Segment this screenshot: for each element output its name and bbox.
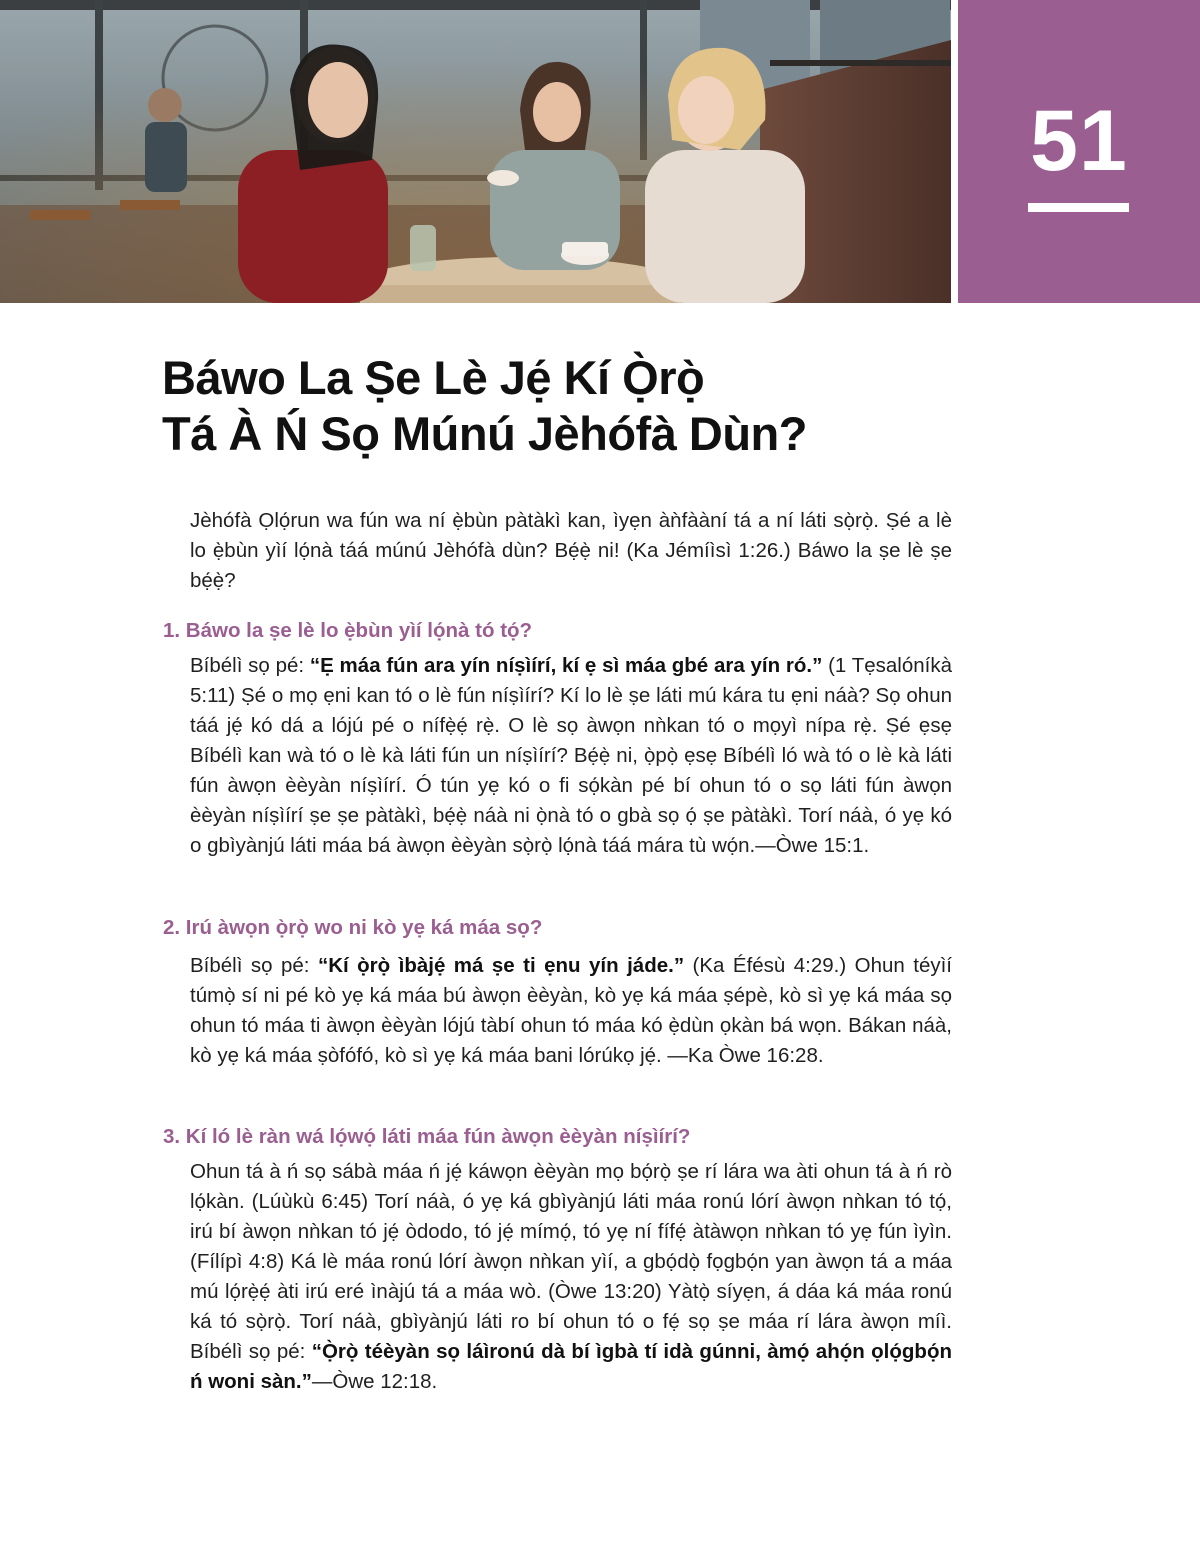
title-line-2: Tá À Ń Sọ Múnú Jèhófà Dùn? <box>162 407 807 460</box>
question-heading-3: 3. Kí ló lè ràn wá lọ́wọ́ láti máa fún àwọn èèyàn níṣìírí? <box>163 1125 691 1148</box>
section-1-bible-quote: “Ẹ máa fún ara yín níṣìírí, kí ẹ sì máa gbé ara yín ró.” <box>309 654 823 677</box>
header-photo <box>0 0 951 303</box>
section-2-paragraph <box>190 951 952 1071</box>
section-1-text: (1 Tẹsalóníkà 5:11) Ṣé o mọ ẹni kan tó o lè fún níṣìírí? Kí lo lè ṣe láti mú kára tu ẹni náà? Sọ ohun táá jẹ́ kó dá a lójú pé o nífẹ̀ẹ́ rẹ̀. O lè sọ àwọn nǹkan tó o mọyì nípa rẹ̀. Ṣé ẹsẹ Bíbélì kan wà tó o lè kà láti fún un níṣìírí? Bẹ́ẹ̀ ni, ọ̀pọ̀ ẹsẹ Bíbélì ló wà tó o lè kà láti fún àwọn èèyàn níṣìírí. Ó tún yẹ kó o fi sọ́kàn pé bí ohun tó o sọ láti fún àwọn èèyàn níṣìírí ṣe ṣe pàtàkì, bẹ́ẹ̀ náà ni ọ̀nà tó o gbà sọ ọ́ ṣe pàtàkì. Torí náà, ó yẹ kó o gbìyànjú láti máa bá àwọn èèyàn sọ̀rọ̀ lọ́nà táá mára tù wọ́n.—Òwe 15:1. <box>190 654 952 857</box>
section-2-lead: Bíbélì sọ pé: <box>190 954 318 977</box>
intro-paragraph: Jèhófà Ọlọ́run wa fún wa ní ẹ̀bùn pàtàkì kan, ìyẹn àǹfààní tá a ní láti sọ̀rọ̀. Ṣé a lè lo ẹ̀bùn yìí lọ́nà táá múnú Jèhófà dùn? Bẹ́ẹ̀ ni! (Ka Jémíìsì 1:26.) Báwo la ṣe lè ṣe bẹ́ẹ̀? <box>190 509 952 592</box>
lesson-number-underline <box>1028 203 1129 212</box>
section-3-bible-quote: “Ọ̀rọ̀ téèyàn sọ láìronú dà bí ìgbà tí idà gúnni, àmọ́ ahọ́n ọlọ́gbọ́n ń woni sàn.” <box>190 1340 952 1393</box>
section-1-paragraph <box>190 651 952 861</box>
section-3-paragraph <box>190 1157 952 1397</box>
section-3-tail: —Òwe 12:18. <box>311 1370 438 1393</box>
section-2-bible-quote: “Kí ọ̀rọ̀ ìbàjẹ́ má ṣe ti ẹnu yín jáde.” <box>317 954 685 977</box>
section-1-lead: Bíbélì sọ pé: <box>190 654 310 677</box>
question-heading-2: 2. Irú àwọn ọ̀rọ̀ wo ni kò yẹ ká máa sọ? <box>163 916 543 939</box>
lesson-number: 51 <box>1030 93 1128 189</box>
section-3-text: Ohun tá à ń sọ sábà máa ń jẹ́ káwọn èèyàn mọ bọ́rọ̀ ṣe rí lára wa àti ohun tá à ń rò lọ́kàn. (Lúùkù 6:45) Torí náà, ó yẹ ká gbìyànjú láti máa ronú lórí àwọn nǹkan tó tọ́, irú bí àwọn nǹkan tó jẹ́ òdodo, tó jẹ́ mímọ́, tó yẹ ní fífẹ́ àtàwọn nǹkan tó yẹ fún ìyìn. (Fílípì 4:8) Ká lè máa ronú lórí àwọn nǹkan yìí, a gbọ́dọ̀ fọgbọ́n yan àwọn tá a máa mú lọ́rẹ̀ẹ́ àti irú eré ìnàjú tá a máa wò. (Òwe 13:20) Yàtọ̀ síyẹn, á dáa ká máa ronú ká tó sọ̀rọ̀. Torí náà, gbìyànjú láti ro bí ohun tó o fẹ́ sọ ṣe máa rí lára àwọn míì. Bíbélì sọ pé: <box>190 1160 952 1363</box>
section-2-text: (Ka Éfésù 4:29.) Ohun téyìí túmọ̀ sí ni pé kò yẹ ká máa bú àwọn èèyàn, kò yẹ ká máa ṣépè, kò sì yẹ ká máa sọ ohun tó máa ti àwọn èèyàn lójú tàbí ohun tó máa kó ẹ̀dùn ọkàn bá wọn. Bákan náà, kò yẹ ká máa ṣòfófó, kò sì yẹ ká máa bani lórúkọ jẹ́. —Ka Òwe 16:28. <box>190 954 952 1067</box>
three-women-cafe-photo <box>0 0 951 303</box>
question-heading-1: 1. Báwo la ṣe lè lo ẹ̀bùn yìí lọ́nà tó tọ́? <box>163 619 533 642</box>
page-title <box>162 350 922 462</box>
lesson-number-panel <box>958 0 1200 303</box>
title-line-1: Báwo La Ṣe Lè Jẹ́ Kí Ọ̀rọ̀ <box>162 351 705 404</box>
